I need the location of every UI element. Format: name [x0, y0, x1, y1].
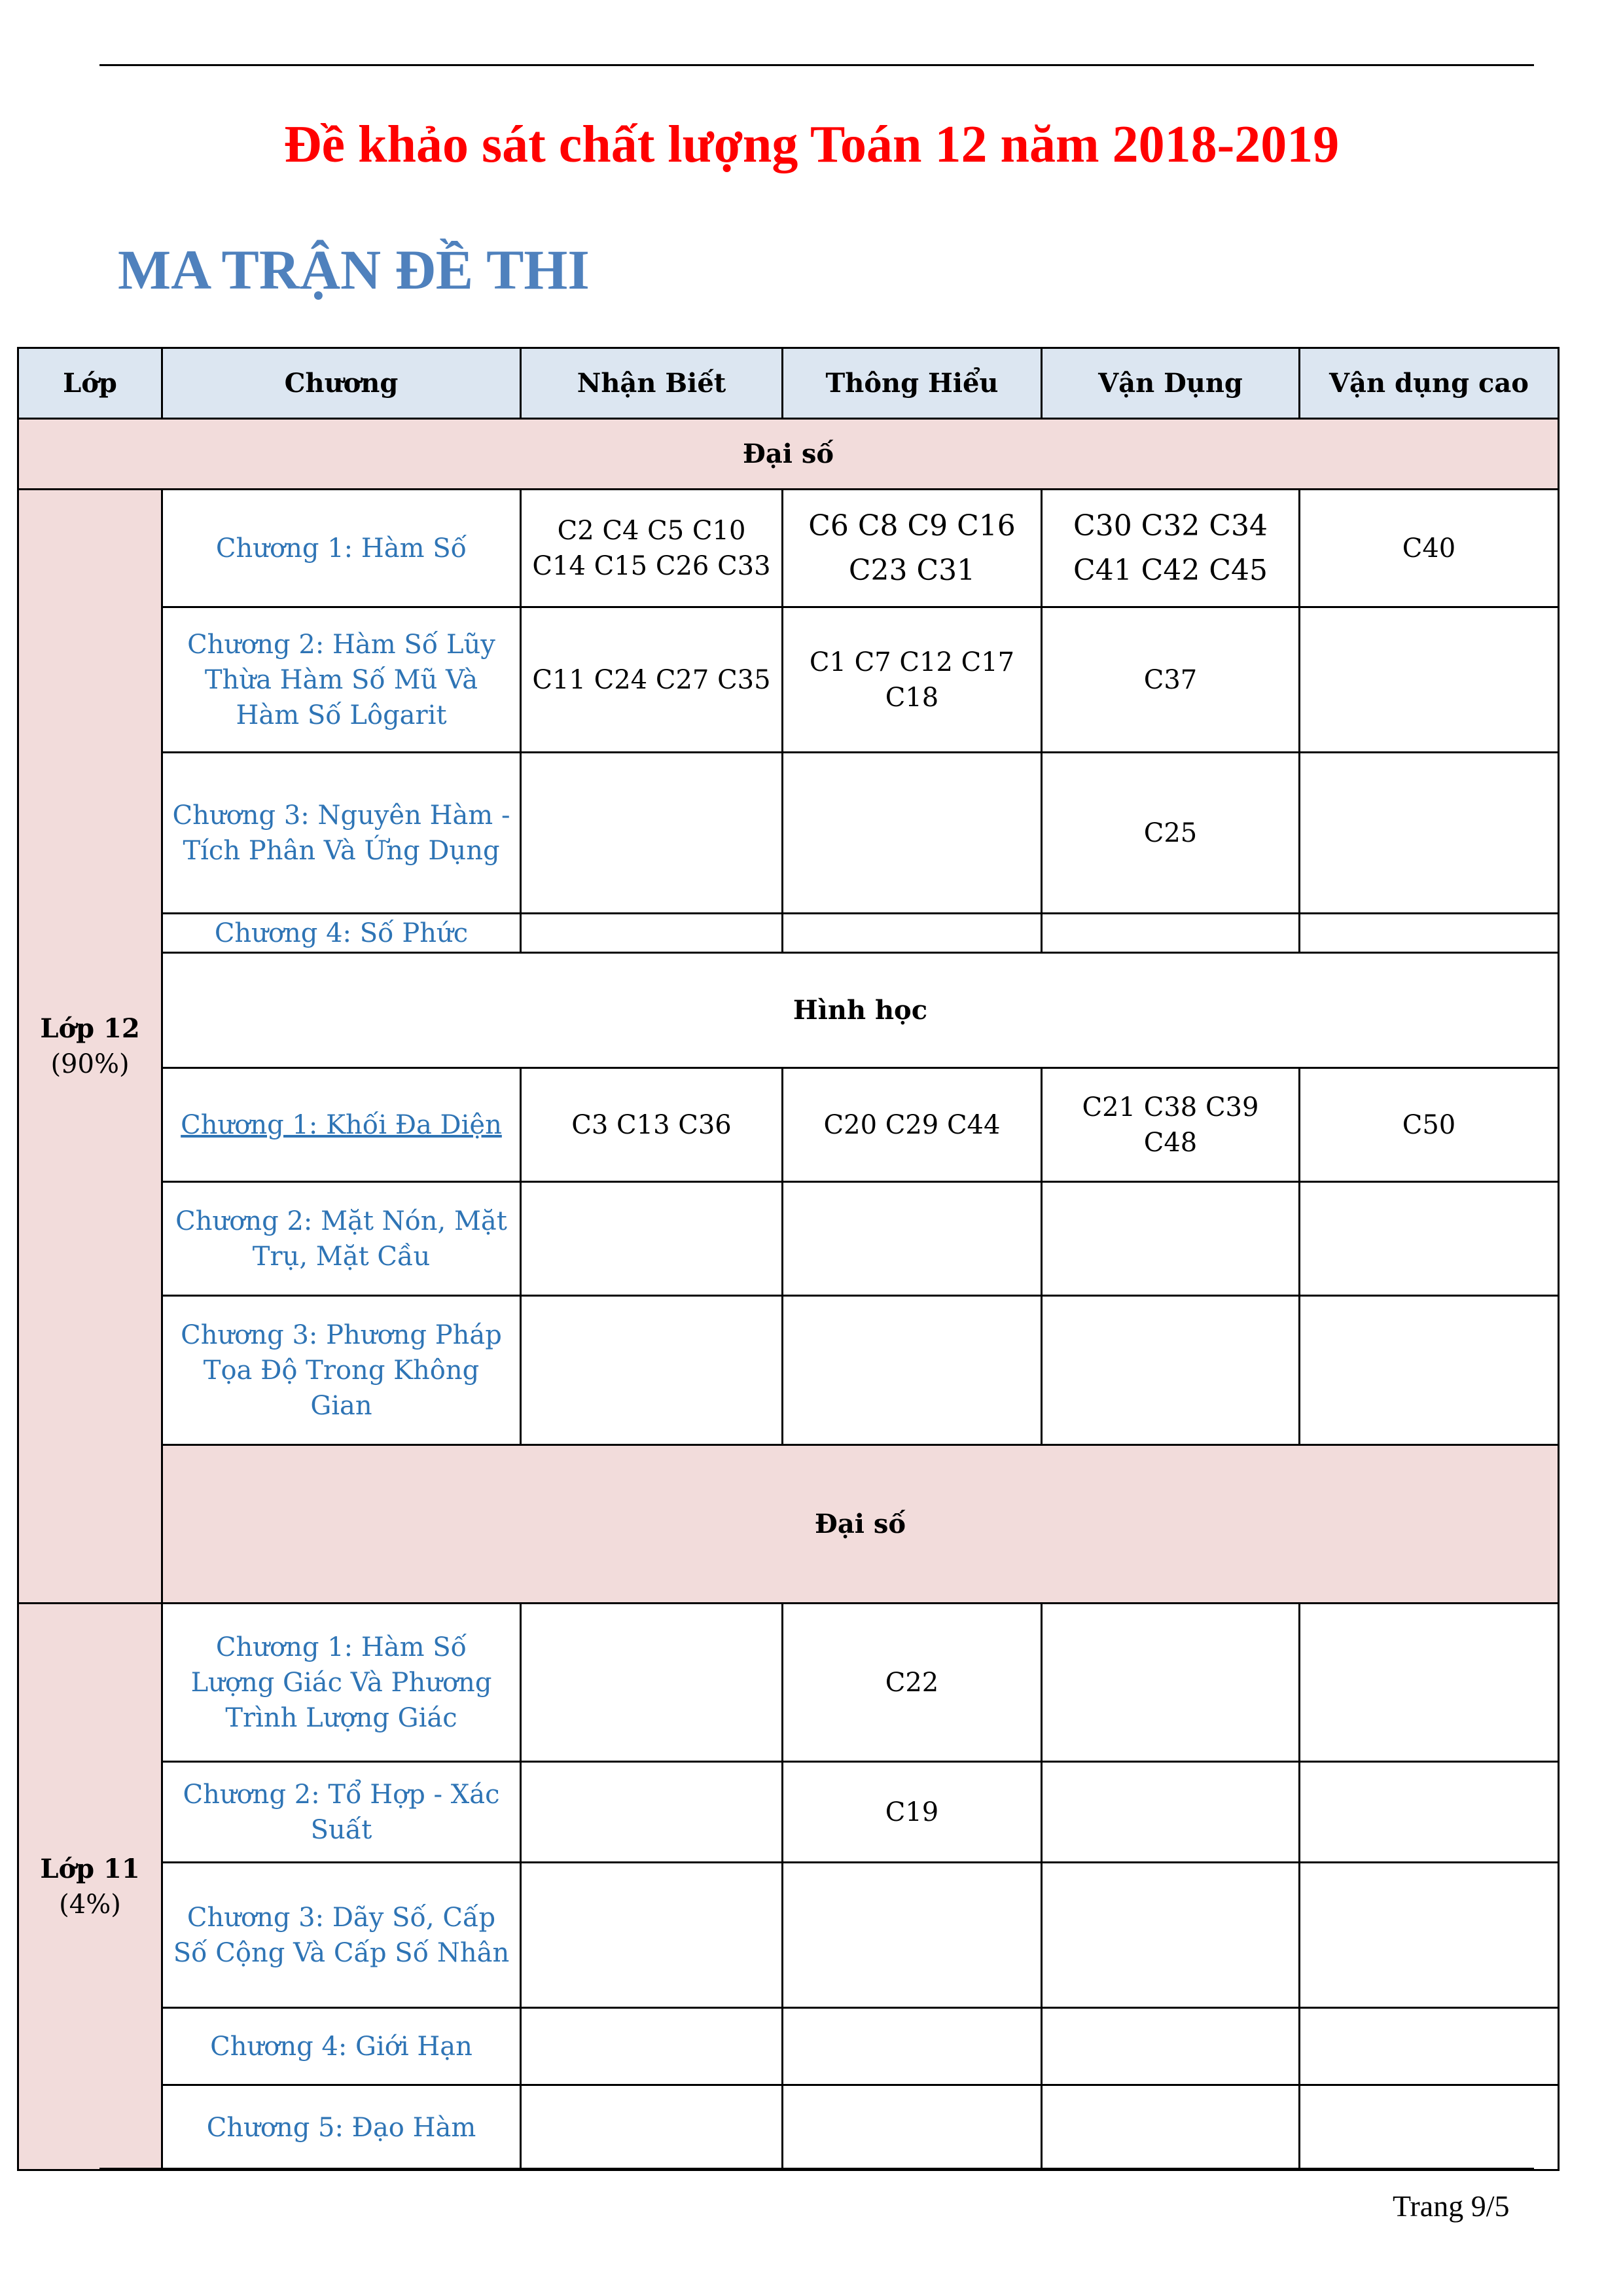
matrix-heading: MA TRẬN ĐỀ THI: [118, 238, 590, 301]
van-dung-cao-cell: [1300, 753, 1559, 914]
van-dung-cao-cell: [1300, 1182, 1559, 1296]
nhan-biet-cell: [521, 2085, 783, 2170]
section-title: Đại số: [162, 1445, 1559, 1604]
van-dung-cao-cell: [1300, 2008, 1559, 2085]
header-chuong: Chương: [162, 348, 521, 419]
section-title: Hình học: [162, 953, 1559, 1068]
chapter-cell: Chương 1: Hàm Số: [162, 490, 521, 607]
van-dung-cao-cell: [1300, 1762, 1559, 1863]
van-dung-cao-cell: [1300, 1863, 1559, 2008]
grade-percent: (4%): [59, 1889, 121, 1920]
van-dung-cell: C25: [1042, 753, 1300, 914]
nhan-biet-cell: C3 C13 C36: [521, 1068, 783, 1182]
nhan-biet-cell: [521, 2008, 783, 2085]
table-row: [18, 1604, 1559, 1762]
van-dung-cell: C30 C32 C34 C41 C42 C45: [1042, 490, 1300, 607]
header-lop: Lớp: [18, 348, 162, 419]
header-rule: [99, 64, 1534, 66]
van-dung-cell: [1042, 2008, 1300, 2085]
chapter-cell: Chương 3: Dãy Số, Cấp Số Cộng Và Cấp Số Nhân: [162, 1863, 521, 2008]
thong-hieu-cell: C20 C29 C44: [783, 1068, 1042, 1182]
table-row: [18, 2008, 1559, 2085]
grade-percent: (90%): [50, 1049, 130, 1079]
chapter-cell: Chương 4: Giới Hạn: [162, 2008, 521, 2085]
van-dung-cao-cell: [1300, 1296, 1559, 1445]
van-dung-cao-cell: [1300, 2085, 1559, 2170]
chapter-cell: Chương 4: Số Phức: [162, 914, 521, 953]
header-nhan-biet: Nhận Biết: [521, 348, 783, 419]
thong-hieu-cell: C19: [783, 1762, 1042, 1863]
chapter-cell: Chương 2: Tổ Hợp - Xác Suất: [162, 1762, 521, 1863]
footer-rule: [99, 2168, 1534, 2169]
document-title: Đề khảo sát chất lượng Toán 12 năm 2018-2019: [283, 116, 1340, 173]
van-dung-cao-cell: [1300, 914, 1559, 953]
table-row: [18, 753, 1559, 914]
table-row: [18, 1863, 1559, 2008]
thong-hieu-cell: [783, 2008, 1042, 2085]
exam-matrix-table: [17, 347, 1560, 2171]
section-title: Đại số: [18, 419, 1559, 490]
grade-cell-11: [18, 1604, 162, 2170]
thong-hieu-cell: [783, 2085, 1042, 2170]
grade-name: Lớp 12: [40, 1013, 140, 1044]
grade-name: Lớp 11: [40, 1853, 140, 1884]
chapter-cell: Chương 3: Nguyên Hàm - Tích Phân Và Ứng Dụng: [162, 753, 521, 914]
table-header-row: [18, 348, 1559, 419]
van-dung-cao-cell: [1300, 607, 1559, 753]
nhan-biet-cell: C2 C4 C5 C10 C14 C15 C26 C33: [521, 490, 783, 607]
chapter-cell: Chương 3: Phương Pháp Tọa Độ Trong Không Gian: [162, 1296, 521, 1445]
nhan-biet-cell: C11 C24 C27 C35: [521, 607, 783, 753]
nhan-biet-cell: [521, 1296, 783, 1445]
van-dung-cao-cell: [1300, 1604, 1559, 1762]
thong-hieu-cell: C1 C7 C12 C17 C18: [783, 607, 1042, 753]
nhan-biet-cell: [521, 753, 783, 914]
van-dung-cao-cell: C50: [1300, 1068, 1559, 1182]
van-dung-cell: [1042, 1762, 1300, 1863]
grade-cell-12: [18, 490, 162, 1604]
van-dung-cell: [1042, 2085, 1300, 2170]
section-row-dai-so-11: [18, 1445, 1559, 1604]
nhan-biet-cell: [521, 914, 783, 953]
nhan-biet-cell: [521, 1863, 783, 2008]
table-row: [18, 1762, 1559, 1863]
van-dung-cao-cell: C40: [1300, 490, 1559, 607]
chapter-link[interactable]: Chương 1: Khối Đa Diện: [181, 1109, 502, 1140]
van-dung-cell: C37: [1042, 607, 1300, 753]
table-row: [18, 1296, 1559, 1445]
thong-hieu-cell: [783, 1182, 1042, 1296]
table-row: [18, 607, 1559, 753]
thong-hieu-cell: [783, 1863, 1042, 2008]
thong-hieu-cell: C22: [783, 1604, 1042, 1762]
table-row: [18, 1068, 1559, 1182]
table-row: [18, 1182, 1559, 1296]
thong-hieu-cell: [783, 914, 1042, 953]
header-van-dung-cao: Vận dụng cao: [1300, 348, 1559, 419]
table-row: [18, 2085, 1559, 2170]
nhan-biet-cell: [521, 1762, 783, 1863]
chapter-cell: Chương 2: Hàm Số Lũy Thừa Hàm Số Mũ Và Hàm Số Lôgarit: [162, 607, 521, 753]
thong-hieu-cell: [783, 1296, 1042, 1445]
section-row-hinh-hoc: [18, 953, 1559, 1068]
table-row: [18, 490, 1559, 607]
chapter-cell: Chương 1: Hàm Số Lượng Giác Và Phương Trình Lượng Giác: [162, 1604, 521, 1762]
header-thong-hieu: Thông Hiểu: [783, 348, 1042, 419]
van-dung-cell: [1042, 1604, 1300, 1762]
chapter-cell: Chương 2: Mặt Nón, Mặt Trụ, Mặt Cầu: [162, 1182, 521, 1296]
chapter-cell: Chương 5: Đạo Hàm: [162, 2085, 521, 2170]
van-dung-cell: C21 C38 C39 C48: [1042, 1068, 1300, 1182]
page-number: Trang 9/5: [1393, 2189, 1510, 2223]
nhan-biet-cell: [521, 1604, 783, 1762]
van-dung-cell: [1042, 1863, 1300, 2008]
nhan-biet-cell: [521, 1182, 783, 1296]
van-dung-cell: [1042, 1182, 1300, 1296]
thong-hieu-cell: C6 C8 C9 C16 C23 C31: [783, 490, 1042, 607]
van-dung-cell: [1042, 914, 1300, 953]
thong-hieu-cell: [783, 753, 1042, 914]
chapter-cell[interactable]: [162, 1068, 521, 1182]
van-dung-cell: [1042, 1296, 1300, 1445]
header-van-dung: Vận Dụng: [1042, 348, 1300, 419]
table-row: [18, 914, 1559, 953]
section-row-dai-so-12: [18, 419, 1559, 490]
